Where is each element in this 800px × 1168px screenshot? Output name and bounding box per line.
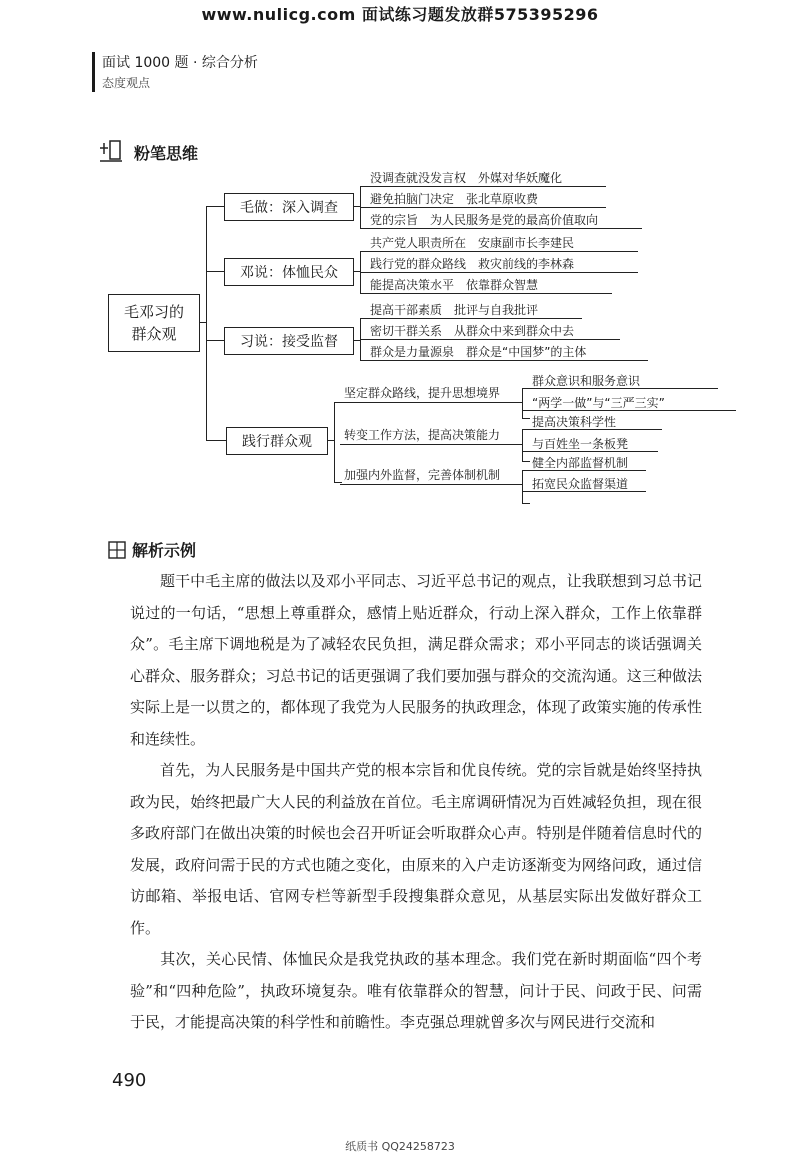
leaf: “两学一做”与“三严三实” bbox=[532, 396, 665, 410]
analysis-heading: 解析示例 bbox=[132, 541, 197, 560]
leaf: 拓宽民众监督渠道 bbox=[532, 477, 629, 491]
paragraph-text: 题干中毛主席的做法以及邓小平同志、习近平总书记的观点，让我联想到习总书记说过的一句话，“思想上尊重群众，感情上贴近群众，行动上深入群众，工作上依靠群众”。毛主席下调地税是为了减轻农民负担，满足群众需求；邓小平同志的谈话强调关心群众、服务群众；习总书记的话更强调了我们要加强与群众的交流沟通。这三种做法实际上是一以贯之的，都体现了我党为人民服务的执政理念，体现了政策实施的传承性和连续性。 bbox=[130, 572, 702, 748]
book-title: 面试 1000 题 · 综合分析 bbox=[102, 55, 258, 71]
sub-branch: 加强内外监督，完善体制机制 bbox=[344, 468, 501, 482]
mindmap-heading: 粉笔思维 bbox=[134, 144, 199, 163]
leaf: 没调查就没发言权 外媒对华妖魔化 bbox=[370, 171, 563, 185]
leaf: 避免拍脑门决定 张北草原收费 bbox=[370, 192, 539, 206]
leaf: 共产党人职责所在 安康副市长李建民 bbox=[370, 236, 575, 250]
leaf: 群众是力量源泉 群众是“中国梦”的主体 bbox=[370, 345, 587, 359]
sub-branch: 坚定群众路线，提升思想境界 bbox=[344, 386, 501, 400]
paragraph-text: 其次，关心民情、体恤民众是我党执政的基本理念。我们党在新时期面临“四个考验”和“四种危险”，执政环境复杂。唯有依靠群众的智慧，问计于民、问政于民、问需于民，才能提高决策的科学性和前瞻性。李克强总理就曾多次与网民进行交流和 bbox=[130, 950, 702, 1031]
branch-xi: 习说：接受监督 bbox=[224, 327, 354, 355]
sub-branch: 转变工作方法，提高决策能力 bbox=[344, 428, 501, 442]
leaf: 践行党的群众路线 救灾前线的李林森 bbox=[370, 257, 575, 271]
leaf: 健全内部监督机制 bbox=[532, 456, 629, 470]
analysis-paragraph bbox=[130, 944, 702, 1039]
page-number: 490 bbox=[112, 1070, 147, 1091]
footer-watermark: 纸质书 QQ24258723 bbox=[345, 1140, 455, 1153]
leaf: 提高决策科学性 bbox=[532, 415, 617, 429]
analysis-paragraph bbox=[130, 755, 702, 944]
leaf: 提高干部素质 批评与自我批评 bbox=[370, 303, 539, 317]
mindmap-heading-icon bbox=[98, 139, 126, 165]
branch-mao: 毛做：深入调查 bbox=[224, 193, 354, 221]
mindmap-root: 毛邓习的 群众观 bbox=[108, 294, 200, 352]
header-bar bbox=[92, 52, 95, 92]
leaf: 与百姓坐一条板凳 bbox=[532, 437, 629, 451]
branch-practice: 践行群众观 bbox=[226, 427, 328, 455]
top-banner: www.nulicg.com 面试练习题发放群575395296 bbox=[201, 5, 599, 24]
analysis-heading-icon bbox=[108, 541, 126, 559]
leaf: 密切干群关系 从群众中来到群众中去 bbox=[370, 324, 575, 338]
analysis-paragraph bbox=[130, 566, 702, 755]
branch-deng: 邓说：体恤民众 bbox=[224, 258, 354, 286]
section-name: 态度观点 bbox=[102, 76, 151, 90]
leaf: 群众意识和服务意识 bbox=[532, 374, 641, 388]
paragraph-text: 首先，为人民服务是中国共产党的根本宗旨和优良传统。党的宗旨就是始终坚持执政为民，始终把最广大人民的利益放在首位。毛主席调研情况为百姓减轻负担，现在很多政府部门在做出决策的时候也会召开听证会听取群众心声。特别是伴随着信息时代的发展，政府问需于民的方式也随之变化，由原来的入户走访逐渐变为网络问政，通过信访邮箱、举报电话、官网专栏等新型手段搜集群众意见，从基层实际出发做好群众工作。 bbox=[130, 761, 702, 937]
leaf: 党的宗旨 为人民服务是党的最高价值取向 bbox=[370, 213, 599, 227]
leaf: 能提高决策水平 依靠群众智慧 bbox=[370, 278, 539, 292]
